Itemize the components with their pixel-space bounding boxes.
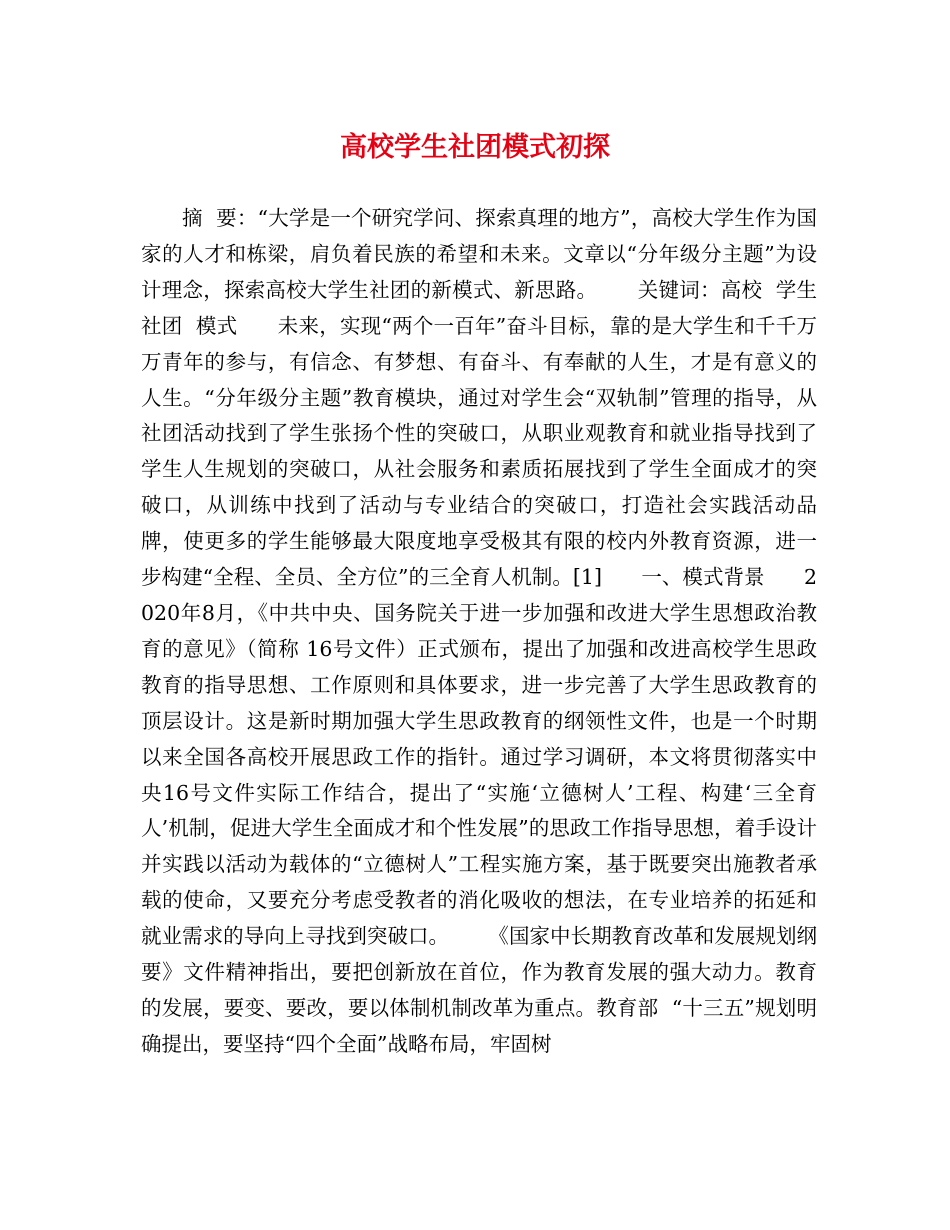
document-title: 高校学生社团模式初探 xyxy=(340,132,610,163)
document-body: 摘 要：“大学是一个研究学问、探索真理的地方”，高校大学生作为国家的人才和栋梁，肩负着民族的希望和未来。文章以“分年级分主题”为设计理念，探索高校大学生社团的新模式、新思路。 关键词：高校 学生社团 模式 未来，实现“两个一百年”奋斗目标，靠的是大学生和千千万万青年的参与，有信念、有梦想、有奋斗、有奉献的人生，才是有意义的人生。“分年级分主题”教育模块，通过对学生会“双轨制”管理的指导，从社团活动找到了学生张扬个性的突破口，从职业观教育和就业指导找到了学生人生规划的突破口，从社会服务和素质拓展找到了学生全面成才的突破口，从训练中找到了活动与专业结合的突破口，打造社会实践活动品牌，使更多的学生能够最大限度地享受极其有限的校内外教育资源，进一步构建“全程、全员、全方位”的三全育人机制。[1] 一、模式背景 2020年8月，《中共中央、国务院关于进一步加强和改进大学生思想政治教育的意见》（简称 16号文件）正式颁布，提出了加强和改进高校学生思政教育的指导思想、工作原则和具体要求，进一步完善了大学生思政教育的顶层设计。这是新时期加强大学生思政教育的纲领性文件，也是一个时期以来全国各高校开展思政工作的指针。通过学习调研，本文将贯彻落实中央16号文件实际工作结合，提出了“实施‘立德树人’工程、构建‘三全育人’机制，促进大学生全面成才和个性发展”的思政工作指导思想，着手设计并实践以活动为载体的“立德树人”工程实施方案，基于既要突出施教者承载的使命，又要充分考虑受教者的消化吸收的想法，在专业培养的拓延和就业需求的导向上寻找到突破口。 《国家中长期教育改革和发展规划纲要》文件精神指出，要把创新放在首位，作为教育发展的强大动力。教育的发展，要变、要改，要以体制机制改革为重点。教育部 “十三五”规划明确提出，要坚持“四个全面”战略布局，牢固树 xyxy=(141,206,817,1056)
